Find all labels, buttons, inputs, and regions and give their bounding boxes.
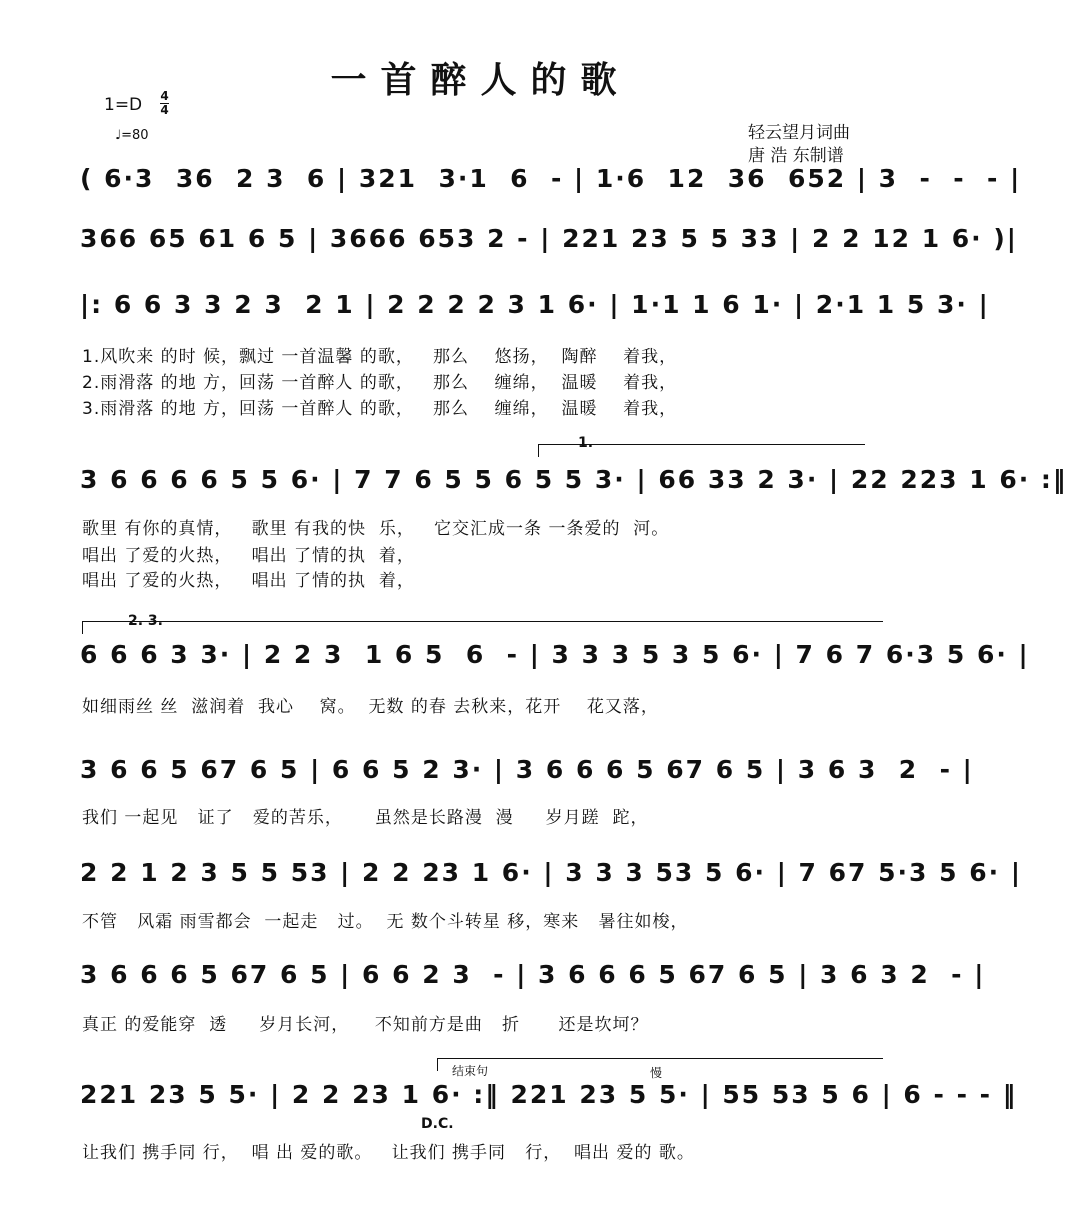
volta-23-bracket — [82, 621, 883, 634]
credit-arranger: 唐 浩 东制谱 — [748, 146, 844, 166]
tempo-mark: ♩=80 — [115, 128, 149, 143]
notation-line-3: |: 6 6 3 3 2 3 2 1 | 2 2 2 2 3 1 6· | 1·1 1 6 1· | 2·1 1 5 3· | — [80, 290, 990, 319]
notation-line-1: ( 6·3 36 2 3 6 | 321 3·1 6 - | 1·6 12 36 652 | 3 - - - | — [80, 164, 1022, 193]
lyric-line-4a: 歌里 有你的真情， 歌里 有我的快 乐， 它交汇成一条 一条爱的 河。 — [82, 519, 670, 539]
volta-23-label: 2. 3. — [128, 613, 163, 629]
lyric-line-4c: 唱出 了爱的火热， 唱出 了情的执 着， — [82, 571, 415, 591]
lyric-line-3c: 3.雨滑落 的地 方，回荡 一首醉人 的歌， 那么 缠绵， 温暖 着我， — [82, 399, 678, 419]
time-signature — [160, 90, 169, 117]
time-sig-top: 4 — [160, 89, 169, 103]
lyric-line-3a: 1.风吹来 的时 候，飘过 一首温馨 的歌， 那么 悠扬， 陶醉 着我， — [82, 347, 678, 367]
notation-line-7: 2 2 1 2 3 5 5 53 | 2 2 23 1 6· | 3 3 3 53 5 6· | 7 67 5·3 5 6· | — [80, 858, 1022, 887]
lyric-line-8: 真正 的爱能穿 透 岁月长河， 不知前方是曲 折 还是坎坷？ — [82, 1015, 649, 1035]
lyric-line-3b: 2.雨滑落 的地 方，回荡 一首醉人 的歌， 那么 缠绵， 温暖 着我， — [82, 373, 678, 393]
lyric-line-7: 不管 风霜 雨雪都会 一起走 过。 无 数个斗转星 移，寒来 暑往如梭， — [82, 912, 689, 932]
notation-line-9: 221 23 5 5· | 2 2 23 1 6· :‖ 221 23 5 5· | 55 53 5 6 | 6 - - - ‖ — [80, 1080, 1018, 1109]
slow-mark: 慢 — [650, 1066, 663, 1080]
lyric-line-6: 我们 一起见 证了 爱的苦乐， 虽然是长路漫 漫 岁月蹉 跎， — [82, 808, 649, 828]
dc-mark: D.C. — [421, 1116, 454, 1132]
lyric-line-9: 让我们 携手同 行， 唱 出 爱的歌。 让我们 携手同 行， 唱出 爱的 歌。 — [82, 1143, 695, 1163]
time-sig-bottom: 4 — [160, 103, 169, 117]
notation-line-8: 3 6 6 6 5 67 6 5 | 6 6 2 3 - | 3 6 6 6 5 67 6 5 | 3 6 3 2 - | — [80, 960, 986, 989]
volta-1-label: 1. — [578, 435, 594, 451]
ending-label: 结束句 — [452, 1064, 489, 1078]
notation-line-4: 3 6 6 6 6 5 5 6· | 7 7 6 5 5 6 5 5 3· | 66 33 2 3· | 22 223 1 6· :‖ — [80, 465, 1067, 494]
notation-line-5: 6 6 6 3 3· | 2 2 3 1 6 5 6 - | 3 3 3 5 3 5 6· | 7 6 7 6·3 5 6· | — [80, 640, 1030, 669]
lyric-line-4b: 唱出 了爱的火热， 唱出 了情的执 着， — [82, 546, 415, 566]
credit-composer: 轻云望月词曲 — [748, 123, 850, 143]
lyric-line-5: 如细雨丝 丝 滋润着 我心 窝。 无数 的春 去秋来，花开 花又落， — [82, 697, 659, 717]
notation-line-6: 3 6 6 5 67 6 5 | 6 6 5 2 3· | 3 6 6 6 5 67 6 5 | 3 6 3 2 - | — [80, 755, 974, 784]
notation-line-2: 366 65 61 6 5 | 3666 653 2 - | 221 23 5 5 33 | 2 2 12 1 6· )| — [80, 224, 1018, 253]
key-signature: 1=D — [104, 95, 143, 115]
page-title: 一首醉人的歌 — [330, 60, 631, 101]
